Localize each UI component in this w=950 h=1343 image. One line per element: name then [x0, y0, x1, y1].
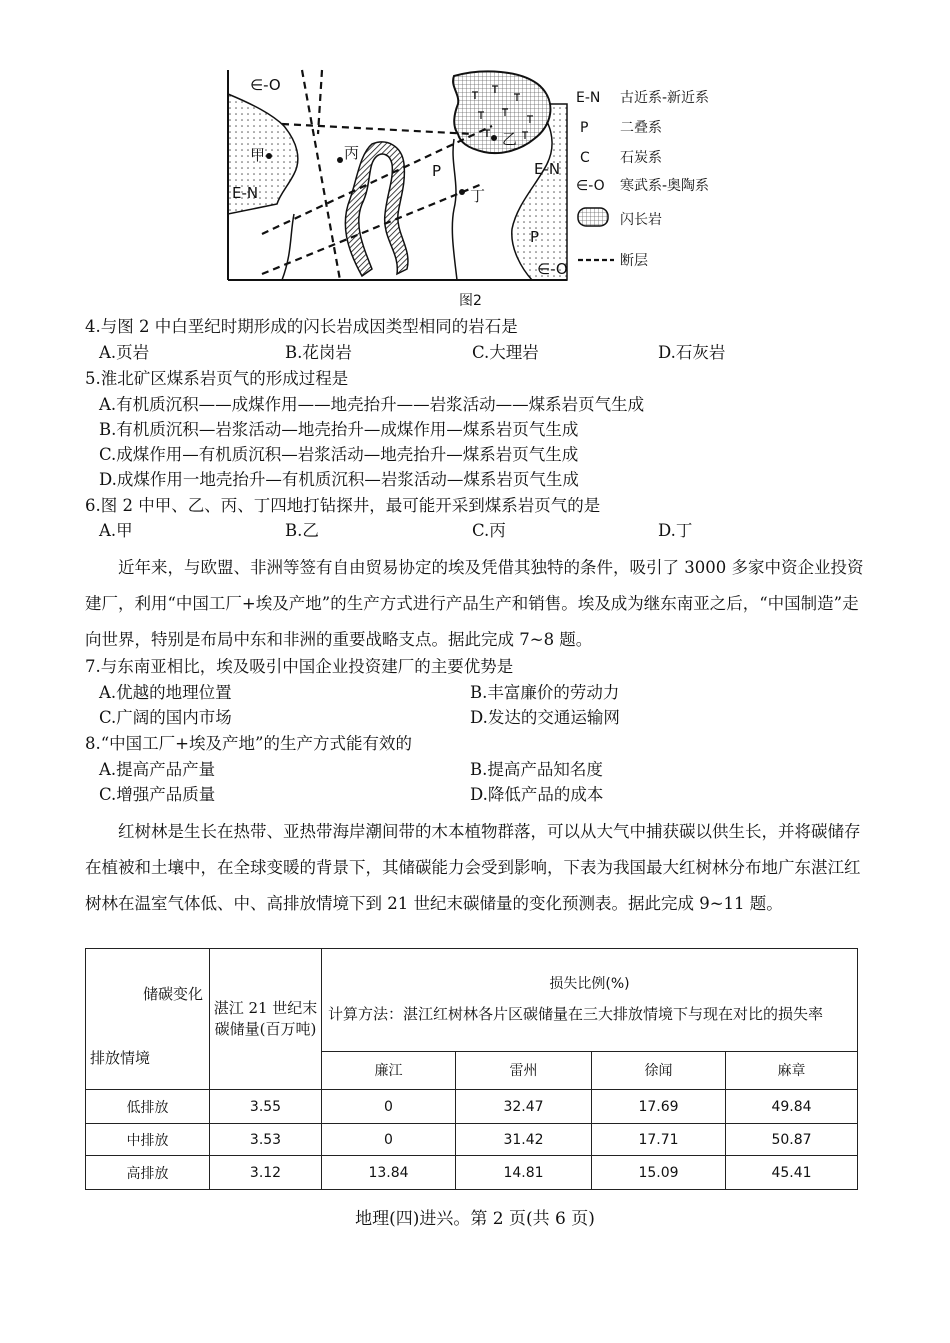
q6-option-c[interactable]: C.丙 [472, 521, 506, 540]
q6-option-b[interactable]: B.乙 [285, 521, 319, 540]
legend-symbol-2: P [580, 120, 589, 136]
label-yi: 乙 [502, 130, 518, 148]
q8-option-c[interactable]: C.增强产品质量 [99, 785, 216, 804]
c-system-band [345, 142, 408, 276]
passage-egypt: 近年来，与欧盟、非洲等签有自由贸易协定的埃及凭借其独特的条件，吸引了 3000 多家中资企业投资建厂，利用“中国工厂+埃及产地”的生产方式进行产品生产和销售。埃及成为继东南亚之后，“中国制造”走向世界，特别是布局中东和非洲的重要战略支点。据此完成 7~8 题。 [85, 558, 864, 649]
loss-cell: 31.42 [456, 1124, 592, 1156]
figure-caption: 图2 [459, 293, 482, 309]
legend-symbol-1: E-N [576, 90, 601, 106]
q4-option-c[interactable]: C.大理岩 [472, 343, 539, 362]
q7-option-a[interactable]: A.优越的地理位置 [99, 683, 232, 702]
q6-option-a[interactable]: A.甲 [99, 521, 133, 540]
q5-option-d[interactable]: D.成煤作用一地壳抬升—有机质沉积—岩浆活动—煤系岩页气生成 [99, 470, 579, 489]
legend-label-3: 石炭系 [620, 150, 662, 166]
corner-top-label: 储碳变化 [142, 985, 203, 1003]
loss-cell: 14.81 [456, 1156, 592, 1190]
scenario-cell: 中排放 [86, 1124, 210, 1156]
q8-option-b[interactable]: B.提高产品知名度 [470, 760, 603, 779]
q6-option-d[interactable]: D.丁 [658, 521, 693, 540]
loss-cell: 17.71 [592, 1124, 726, 1156]
legend-label-2: 二叠系 [620, 120, 662, 136]
q5-option-a[interactable]: A.有机质沉积——成煤作用——地壳抬升——岩浆活动——煤系岩页气生成 [99, 395, 645, 414]
label-ding: 丁 [470, 187, 486, 205]
loss-cell: 50.87 [726, 1124, 858, 1156]
passage-mangrove: 红树林是生长在热带、亚热带海岸潮间带的木本植物群落，可以从大气中捕获碳以供生长，并将碳储存在植被和土壤中，在全球变暖的背景下，其储碳能力会受到影响，下表为我国最大红树林分布地广东湛江红树林在温室气体低、中、高排放情境下到 21 世纪末碳储量的变化预测表。据此完成 9~11 题。 [85, 822, 861, 913]
storage-cell: 3.12 [210, 1156, 322, 1190]
q4-option-b[interactable]: B.花岗岩 [285, 343, 352, 362]
loss-cell: 45.41 [726, 1156, 858, 1190]
loss-cell: 0 [322, 1124, 456, 1156]
district-header: 徐闻 [592, 1051, 726, 1089]
legend-label-1: 古近系-新近系 [620, 90, 710, 106]
label-p-right: P [530, 228, 540, 246]
q5-stem: 5.淮北矿区煤系岩页气的形成过程是 [85, 369, 349, 388]
page-footer: 地理(四)进兴。第 2 页(共 6 页) [355, 1209, 595, 1229]
legend-symbol-3: C [580, 150, 590, 166]
loss-cell: 13.84 [322, 1156, 456, 1190]
q8-stem: 8.“中国工厂+埃及产地”的生产方式能有效的 [85, 734, 412, 753]
table-corner-cell [86, 949, 210, 1090]
legend-symbol-4: ∈-O [576, 178, 605, 194]
q7-stem: 7.与东南亚相比，埃及吸引中国企业投资建厂的主要优势是 [85, 657, 514, 676]
q6-stem: 6.图 2 中甲、乙、丙、丁四地打钻探井，最可能开采到煤系岩页气的是 [85, 496, 601, 515]
loss-cell: 0 [322, 1090, 456, 1124]
storage-header: 湛江 21 世纪末碳储量(百万吨) [210, 949, 322, 1090]
legend-label-4: 寒武系-奥陶系 [620, 178, 710, 194]
q7-option-d[interactable]: D.发达的交通运输网 [470, 708, 620, 727]
q4-stem: 4.与图 2 中白垩纪时期形成的闪长岩成因类型相同的岩石是 [85, 317, 518, 336]
storage-cell: 3.55 [210, 1090, 322, 1124]
label-bing: 丙 [344, 144, 360, 162]
loss-cell: 15.09 [592, 1156, 726, 1190]
label-e-o-bottom: ∈-O [537, 260, 568, 278]
map-legend [576, 89, 709, 269]
label-jia: 甲 [250, 146, 266, 164]
q8-option-a[interactable]: A.提高产品产量 [99, 760, 216, 779]
legend-label-5: 闪长岩 [620, 212, 662, 228]
q4-option-a[interactable]: A.页岩 [99, 343, 150, 362]
district-header: 廉江 [322, 1051, 456, 1089]
loss-header-cell [322, 949, 858, 1052]
loss-header: 损失比例(%) [549, 975, 630, 992]
q8-option-d[interactable]: D.降低产品的成本 [470, 785, 604, 804]
table-row [86, 1124, 858, 1156]
scenario-cell: 高排放 [86, 1156, 210, 1190]
table-row [86, 1090, 858, 1124]
label-p-center: P [432, 162, 442, 180]
loss-cell: 32.47 [456, 1090, 592, 1124]
label-e-n-right: E-N [534, 160, 561, 178]
district-header: 麻章 [726, 1051, 858, 1089]
label-e-n-left: E-N [232, 184, 259, 202]
legend-label-6: 断层 [620, 253, 648, 269]
district-header: 雷州 [456, 1051, 592, 1089]
q5-option-b[interactable]: B.有机质沉积—岩浆活动—地壳抬升—成煤作用—煤系岩页气生成 [99, 420, 579, 439]
legend-granodiorite-swatch [578, 208, 608, 226]
carbon-storage-table [85, 948, 858, 1190]
table-row [86, 1156, 858, 1190]
q4-option-d[interactable]: D.石灰岩 [658, 343, 726, 362]
loss-cell: 17.69 [592, 1090, 726, 1124]
loss-cell: 49.84 [726, 1090, 858, 1124]
q7-option-b[interactable]: B.丰富廉价的劳动力 [470, 683, 620, 702]
q5-option-c[interactable]: C.成煤作用—有机质沉积—岩浆活动—地壳抬升—煤系岩页气生成 [99, 445, 579, 464]
storage-cell: 3.53 [210, 1124, 322, 1156]
label-e-o-top: ∈-O [250, 76, 281, 94]
corner-bottom-label: 排放情境 [90, 1049, 151, 1067]
scenario-cell: 低排放 [86, 1090, 210, 1124]
q7-option-c[interactable]: C.广阔的国内市场 [99, 708, 232, 727]
geologic-map-figure [222, 64, 727, 290]
loss-method: 计算方法：湛江红树林各片区碳储量在三大排放情境下与现在对比的损失率 [328, 1004, 824, 1023]
